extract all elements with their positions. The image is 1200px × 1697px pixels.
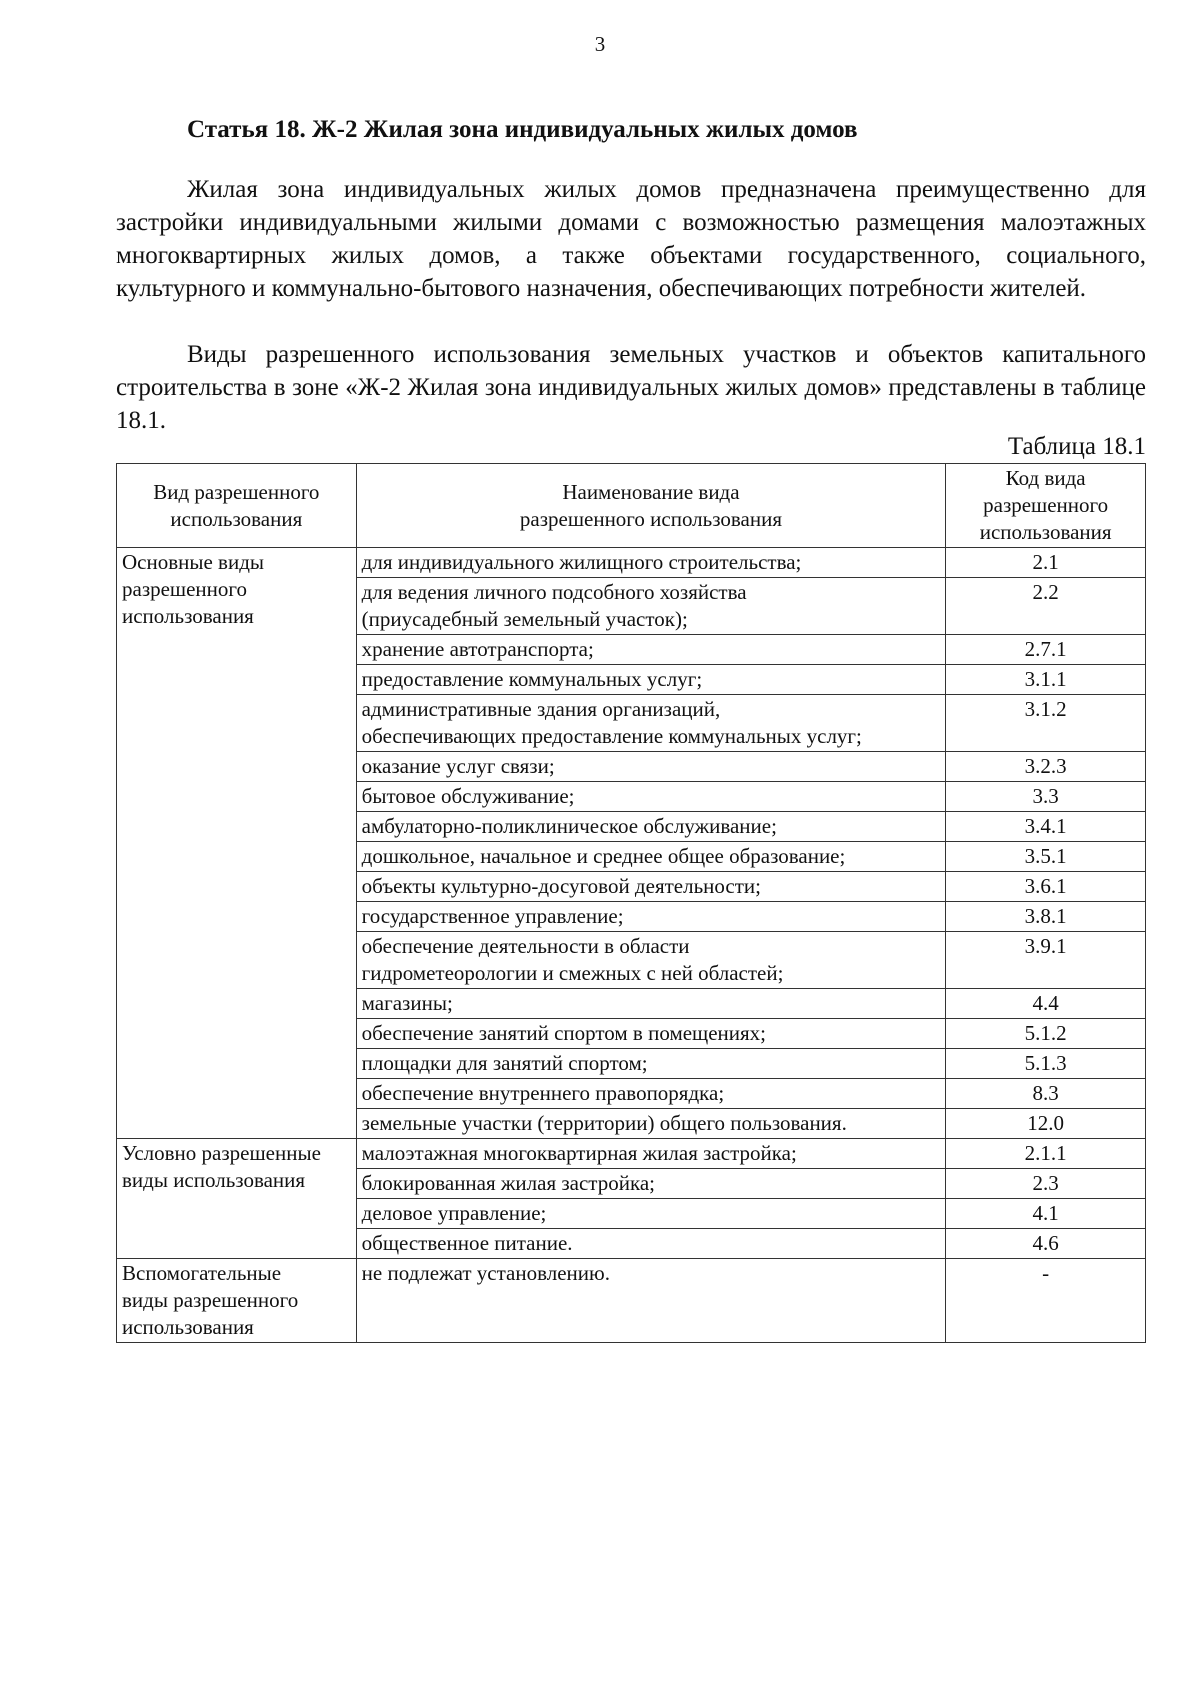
use-code: 3.4.1 [946, 812, 1146, 842]
table-row [117, 1259, 1146, 1343]
use-name: блокированная жилая застройка; [356, 1169, 946, 1199]
use-name: объекты культурно-досуговой деятельности; [356, 872, 946, 902]
use-code: 3.9.1 [946, 932, 1146, 989]
table-header [117, 464, 1146, 548]
table-row [117, 1139, 1146, 1169]
use-type-label: Вспомогательные виды разрешенного использования [117, 1259, 357, 1343]
use-name: малоэтажная многоквартирная жилая застройка; [356, 1139, 946, 1169]
use-code: 3.5.1 [946, 842, 1146, 872]
use-name: площадки для занятий спортом; [356, 1049, 946, 1079]
use-code: 3.8.1 [946, 902, 1146, 932]
use-code: 2.3 [946, 1169, 1146, 1199]
use-name: земельные участки (территории) общего пользования. [356, 1109, 946, 1139]
use-name: деловое управление; [356, 1199, 946, 1229]
use-name: предоставление коммунальных услуг; [356, 665, 946, 695]
use-code: 3.2.3 [946, 752, 1146, 782]
table-caption: Таблица 18.1 [1007, 433, 1146, 460]
article-heading: Статья 18. Ж-2 Жилая зона индивидуальных жилых домов [187, 116, 858, 143]
use-code: 12.0 [946, 1109, 1146, 1139]
use-code: 5.1.2 [946, 1019, 1146, 1049]
use-code: 8.3 [946, 1079, 1146, 1109]
use-name: общественное питание. [356, 1229, 946, 1259]
intro-paragraph: Жилая зона индивидуальных жилых домов предназначена преимущественно для застройки индивидуальными жилыми домами с возможностью размещения малоэтажных многоквартирных жилых домов, а также объектами государственного, социального, культурного и коммунально-бытового назначения, обеспечивающих потребности жителей. [116, 176, 1146, 302]
page-number: 3 [594, 32, 606, 56]
use-code: 2.1.1 [946, 1139, 1146, 1169]
use-code: 3.6.1 [946, 872, 1146, 902]
use-code: 5.1.3 [946, 1049, 1146, 1079]
use-code: - [946, 1259, 1146, 1343]
table-body [117, 548, 1146, 1343]
use-name: обеспечение занятий спортом в помещениях; [356, 1019, 946, 1049]
use-name: обеспечение внутреннего правопорядка; [356, 1079, 946, 1109]
use-name: дошкольное, начальное и среднее общее образование; [356, 842, 946, 872]
use-type-label: Основные виды разрешенного использования [117, 548, 357, 1139]
use-name: магазины; [356, 989, 946, 1019]
use-name: административные здания организаций, обеспечивающих предоставление коммунальных услуг; [356, 695, 946, 752]
use-code: 3.3 [946, 782, 1146, 812]
use-code: 2.7.1 [946, 635, 1146, 665]
use-name: государственное управление; [356, 902, 946, 932]
use-name: бытовое обслуживание; [356, 782, 946, 812]
use-code: 2.1 [946, 548, 1146, 578]
use-code: 3.1.1 [946, 665, 1146, 695]
land-use-table [116, 463, 1146, 1343]
use-type-label: Условно разрешенные виды использования [117, 1139, 357, 1259]
use-name: для индивидуального жилищного строительства; [356, 548, 946, 578]
use-code: 2.2 [946, 578, 1146, 635]
table-reference-paragraph: Виды разрешенного использования земельных участков и объектов капитального строительства в зоне «Ж-2 Жилая зона индивидуальных жилых домов» представлены в таблице 18.1. [116, 341, 1146, 434]
use-code: 4.1 [946, 1199, 1146, 1229]
header-use-type: Вид разрешенного использования [117, 464, 357, 548]
table-row [117, 548, 1146, 578]
use-name: оказание услуг связи; [356, 752, 946, 782]
use-name: амбулаторно-поликлиническое обслуживание; [356, 812, 946, 842]
use-name: не подлежат установлению. [356, 1259, 946, 1343]
use-code: 3.1.2 [946, 695, 1146, 752]
use-name: хранение автотранспорта; [356, 635, 946, 665]
header-use-name: Наименование вида разрешенного использования [356, 464, 946, 548]
header-use-code: Код вида разрешенного использования [946, 464, 1146, 548]
use-code: 4.6 [946, 1229, 1146, 1259]
use-code: 4.4 [946, 989, 1146, 1019]
table-header-row [117, 464, 1146, 548]
use-name: для ведения личного подсобного хозяйства (приусадебный земельный участок); [356, 578, 946, 635]
use-name: обеспечение деятельности в области гидрометеорологии и смежных с ней областей; [356, 932, 946, 989]
